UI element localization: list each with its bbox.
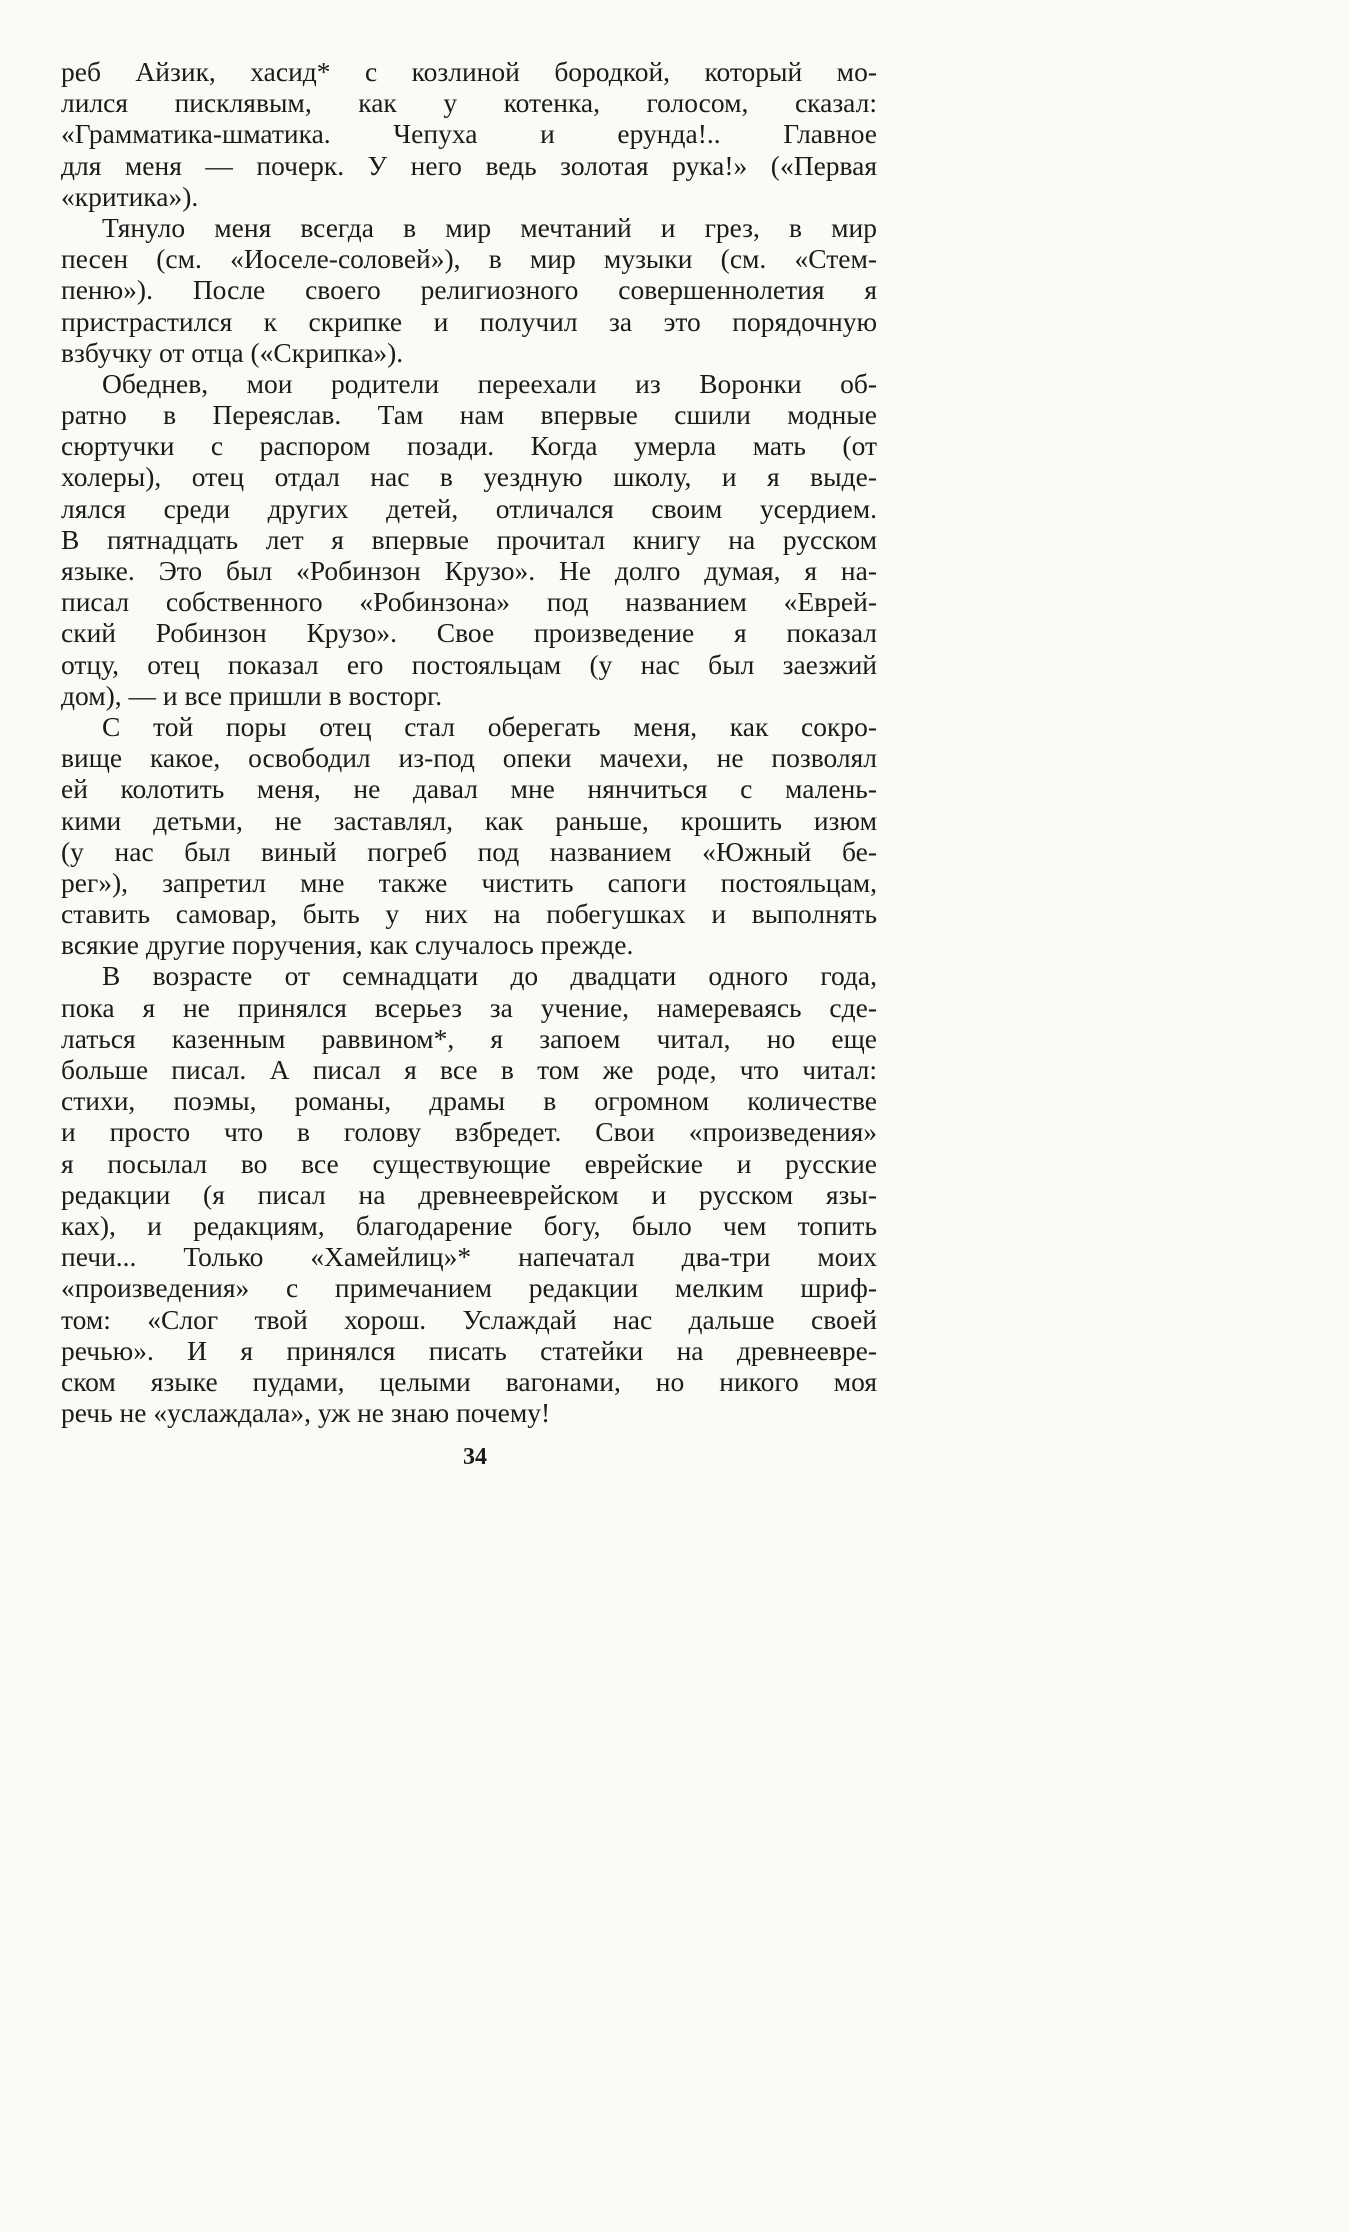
- paragraph: [61, 368, 877, 711]
- text-line: том: «Слог твой хорош. Услаждай нас дальше своей: [61, 1303, 877, 1335]
- text-line: дом), — и все пришли в восторг.: [61, 679, 443, 711]
- text-line: пока я не принялся всерьез за учение, намереваясь сде-: [61, 991, 877, 1023]
- text-line: В пятнадцать лет я впервые прочитал книгу на русском: [61, 523, 877, 555]
- text-line: лился писклявым, как у котенка, голосом, сказал:: [61, 87, 877, 119]
- paragraph: [61, 56, 877, 212]
- page-number: 34: [463, 1444, 487, 1470]
- text-line: взбучку от отца («Скрипка»).: [61, 336, 404, 368]
- text-line: рег»), запретил мне также чистить сапоги постояльцам,: [61, 866, 877, 898]
- text-line: отцу, отец показал его постояльцам (у нас был заезжий: [61, 648, 877, 680]
- text-line: и просто что в голову взбредет. Свои «произведения»: [61, 1116, 877, 1148]
- text-line: «произведения» с примечанием редакции мелким шриф-: [61, 1272, 877, 1304]
- text-line: всякие другие поручения, как случалось прежде.: [61, 929, 634, 961]
- text-line: для меня — почерк. У него ведь золотая рука!» («Первая: [61, 149, 877, 181]
- paragraph: [61, 212, 877, 368]
- text-line: песен (см. «Иоселе-соловей»), в мир музыки (см. «Стем-: [61, 243, 877, 275]
- text-line: латься казенным раввином*, я запоем читал, но еще: [61, 1022, 877, 1054]
- text-line: стихи, поэмы, романы, драмы в огромном количестве: [61, 1085, 877, 1117]
- text-line: лялся среди других детей, отличался своим усердием.: [61, 492, 877, 524]
- text-line: больше писал. А писал я все в том же роде, что читал:: [61, 1054, 877, 1085]
- text-line: ский Робинзон Крузо». Свое произведение я показал: [61, 617, 877, 649]
- text-line: речью». И я принялся писать статейки на древнеевре-: [61, 1334, 877, 1366]
- text-line: пеню»). После своего религиозного совершеннолетия я: [61, 274, 877, 306]
- text-line: вище какое, освободил из-под опеки мачехи, не позволял: [61, 742, 877, 774]
- text-line: В возрасте от семнадцати до двадцати одного года,: [102, 960, 877, 992]
- text-block: [61, 56, 877, 1428]
- text-line: ставить самовар, быть у них на побегушках и выполнять: [61, 898, 877, 930]
- paragraph: [61, 960, 877, 1428]
- text-line: С той поры отец стал оберегать меня, как сокро-: [102, 710, 877, 742]
- text-line: (у нас был виный погреб под названием «Южный бе-: [61, 835, 877, 867]
- text-line: пристрастился к скрипке и получил за это порядочную: [61, 305, 877, 337]
- text-line: писал собственного «Робинзона» под названием «Еврей-: [61, 586, 877, 618]
- book-page: [0, 0, 950, 1572]
- paragraph: [61, 711, 877, 961]
- text-line: «критика»).: [61, 180, 199, 212]
- text-line: холеры), отец отдал нас в уездную школу, и я выде-: [61, 461, 877, 493]
- text-line: «Грамматика-шматика. Чепуха и ерунда!.. Главное: [61, 118, 877, 150]
- text-line: реб Айзик, хасид* с козлиной бородкой, который мо-: [61, 56, 877, 87]
- text-line: ском языке пудами, целыми вагонами, но никого моя: [61, 1365, 877, 1397]
- text-line: я посылал во все существующие еврейские и русские: [61, 1147, 877, 1179]
- text-line: языке. Это был «Робинзон Крузо». Не долго думая, я на-: [61, 555, 877, 586]
- text-line: ей колотить меня, не давал мне нянчиться с малень-: [61, 773, 877, 805]
- text-line: Обеднев, мои родители переехали из Воронки об-: [102, 367, 877, 399]
- text-line: печи... Только «Хамейлиц»* напечатал два-три моих: [61, 1241, 877, 1273]
- text-line: редакции (я писал на древнееврейском и русском язы-: [61, 1178, 877, 1210]
- text-line: сюртучки с распором позади. Когда умерла мать (от: [61, 430, 877, 462]
- text-line: кими детьми, не заставлял, как раньше, крошить изюм: [61, 804, 877, 836]
- text-line: ратно в Переяслав. Там нам впервые сшили модные: [61, 399, 877, 431]
- text-line: Тянуло меня всегда в мир мечтаний и грез, в мир: [102, 211, 877, 243]
- text-line: речь не «услаждала», уж не знаю почему!: [61, 1397, 551, 1429]
- text-line: ках), и редакциям, благодарение богу, было чем топить: [61, 1209, 877, 1241]
